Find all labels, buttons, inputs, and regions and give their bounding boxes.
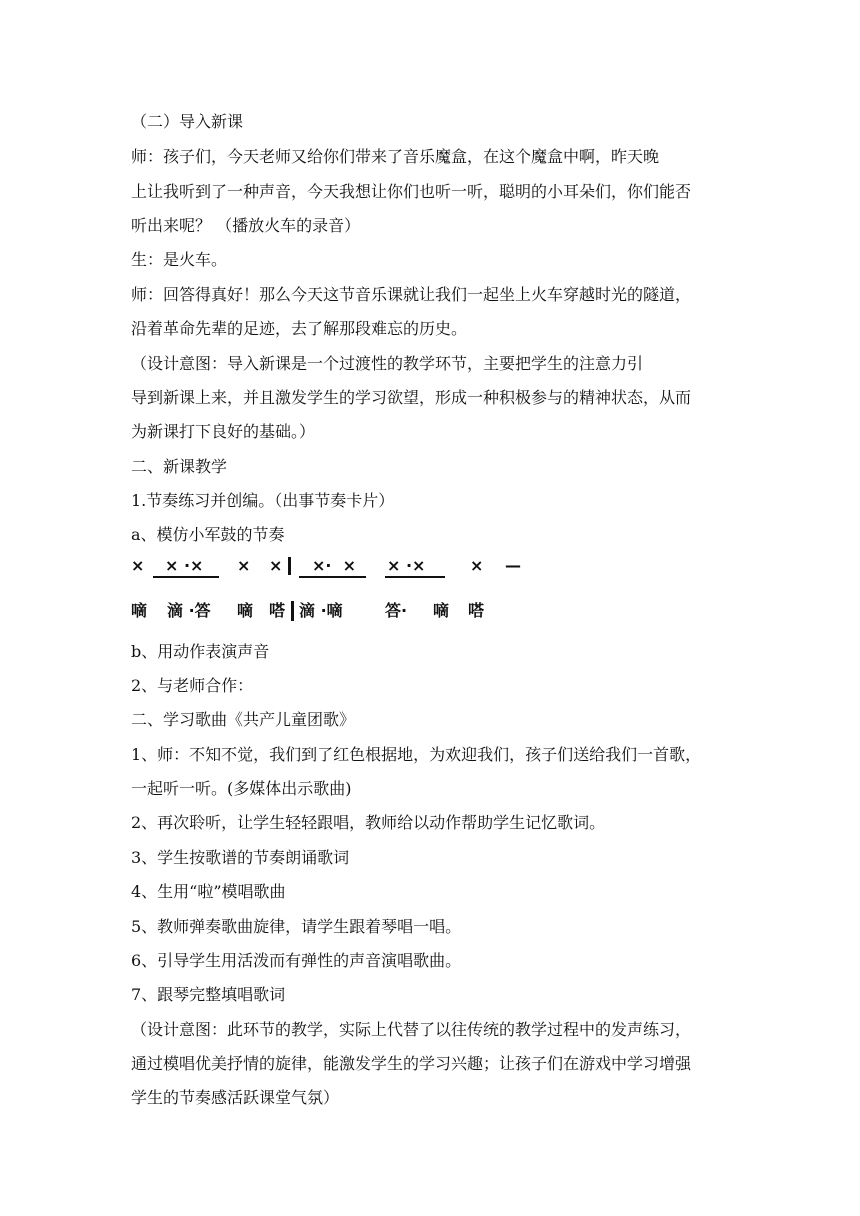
rhythm-beam [385,576,445,578]
paragraph-line: （设计意图：此环节的教学，实际上代替了以往传统的教学过程中的发声练习， [131,1020,692,1039]
paragraph-line: 2、再次聆听，让学生轻轻跟唱，教师给以动作帮助学生记忆歌词。 [131,813,606,832]
paragraph-line: 通过模唱优美抒情的旋律，能激发学生的学习兴趣；让孩子们在游戏中学习增强 [131,1054,692,1073]
rhythm-lyric: 答· [385,601,408,620]
bar-line [288,557,291,575]
rhythm-lyric: 滴 ·嘀 [299,601,343,620]
paragraph-line: a、模仿小军鼓的节奏 [131,525,285,544]
rhythm-note: × ·× [387,556,426,575]
paragraph-line: 上让我听到了一种声音，今天我想让你们也听一听，聪明的小耳朵们，你们能否 [131,182,692,201]
paragraph-line: 一起听一听。(多媒体出示歌曲) [131,779,352,798]
section-heading: 二、学习歌曲《共产儿童团歌》 [131,710,356,729]
paragraph-line: 1.节奏练习并创编。（出事节奏卡片） [131,491,395,510]
rhythm-lyric: 嘀 [131,601,148,620]
paragraph-line: 4、生用“啦”模唱歌曲 [131,882,286,901]
section-heading: 二、新课教学 [131,457,228,476]
rhythm-lyric: 嗒 [269,601,286,620]
paragraph-line: 7、跟琴完整填唱歌词 [131,985,286,1004]
rhythm-lyric: 嘀 [237,601,254,620]
rhythm-beam [299,576,366,578]
bar-line [291,601,294,621]
rhythm-note: × [131,556,145,575]
rhythm-note: ×· × [312,556,357,575]
rhythm-notes-row [131,556,551,580]
paragraph-line: 导到新课上来，并且激发学生的学习欲望，形成一种积极参与的精神状态，从而 [131,388,692,407]
rhythm-note: × [269,556,283,575]
paragraph-line: 师：回答得真好！那么今天这节音乐课就让我们一起坐上火车穿越时光的隧道， [131,285,692,304]
paragraph-line: 生：是火车。 [131,250,228,269]
rhythm-lyrics-row [131,601,551,625]
rhythm-beam [153,576,219,578]
rhythm-note: — [505,556,521,575]
paragraph-line: 2、与老师合作： [131,676,254,695]
rhythm-note: × [470,556,484,575]
paragraph-line: 沿着革命先辈的足迹，去了解那段难忘的历史。 [131,319,468,338]
paragraph-line: 6、引导学生用活泼而有弹性的声音演唱歌曲。 [131,951,462,970]
section-heading: （二）导入新课 [131,112,244,131]
rhythm-lyric: 滴 ·答 [167,601,211,620]
paragraph-line: （设计意图：导入新课是一个过渡性的教学环节，主要把学生的注意力引 [131,354,644,373]
rhythm-note: × [237,556,251,575]
rhythm-note: × ·× [165,556,204,575]
paragraph-line: 5、教师弹奏歌曲旋律，请学生跟着琴唱一唱。 [131,917,462,936]
paragraph-line: 听出来呢？ （播放火车的录音） [131,216,361,235]
paragraph-line: 学生的节奏感活跃课堂气氛） [131,1088,340,1107]
paragraph-line: 3、学生按歌谱的节奏朗诵歌词 [131,848,350,867]
rhythm-lyric: 嗒 [468,601,485,620]
paragraph-line: 1、师：不知不觉，我们到了红色根据地，为欢迎我们，孩子们送给我们一首歌， [131,745,702,764]
rhythm-lyric: 嘀 [433,601,450,620]
paragraph-line: b、用动作表演声音 [131,642,270,661]
paragraph-line: 师：孩子们，今天老师又给你们带来了音乐魔盒，在这个魔盒中啊，昨天晚 [131,147,660,166]
paragraph-line: 为新课打下良好的基础。） [131,422,316,441]
